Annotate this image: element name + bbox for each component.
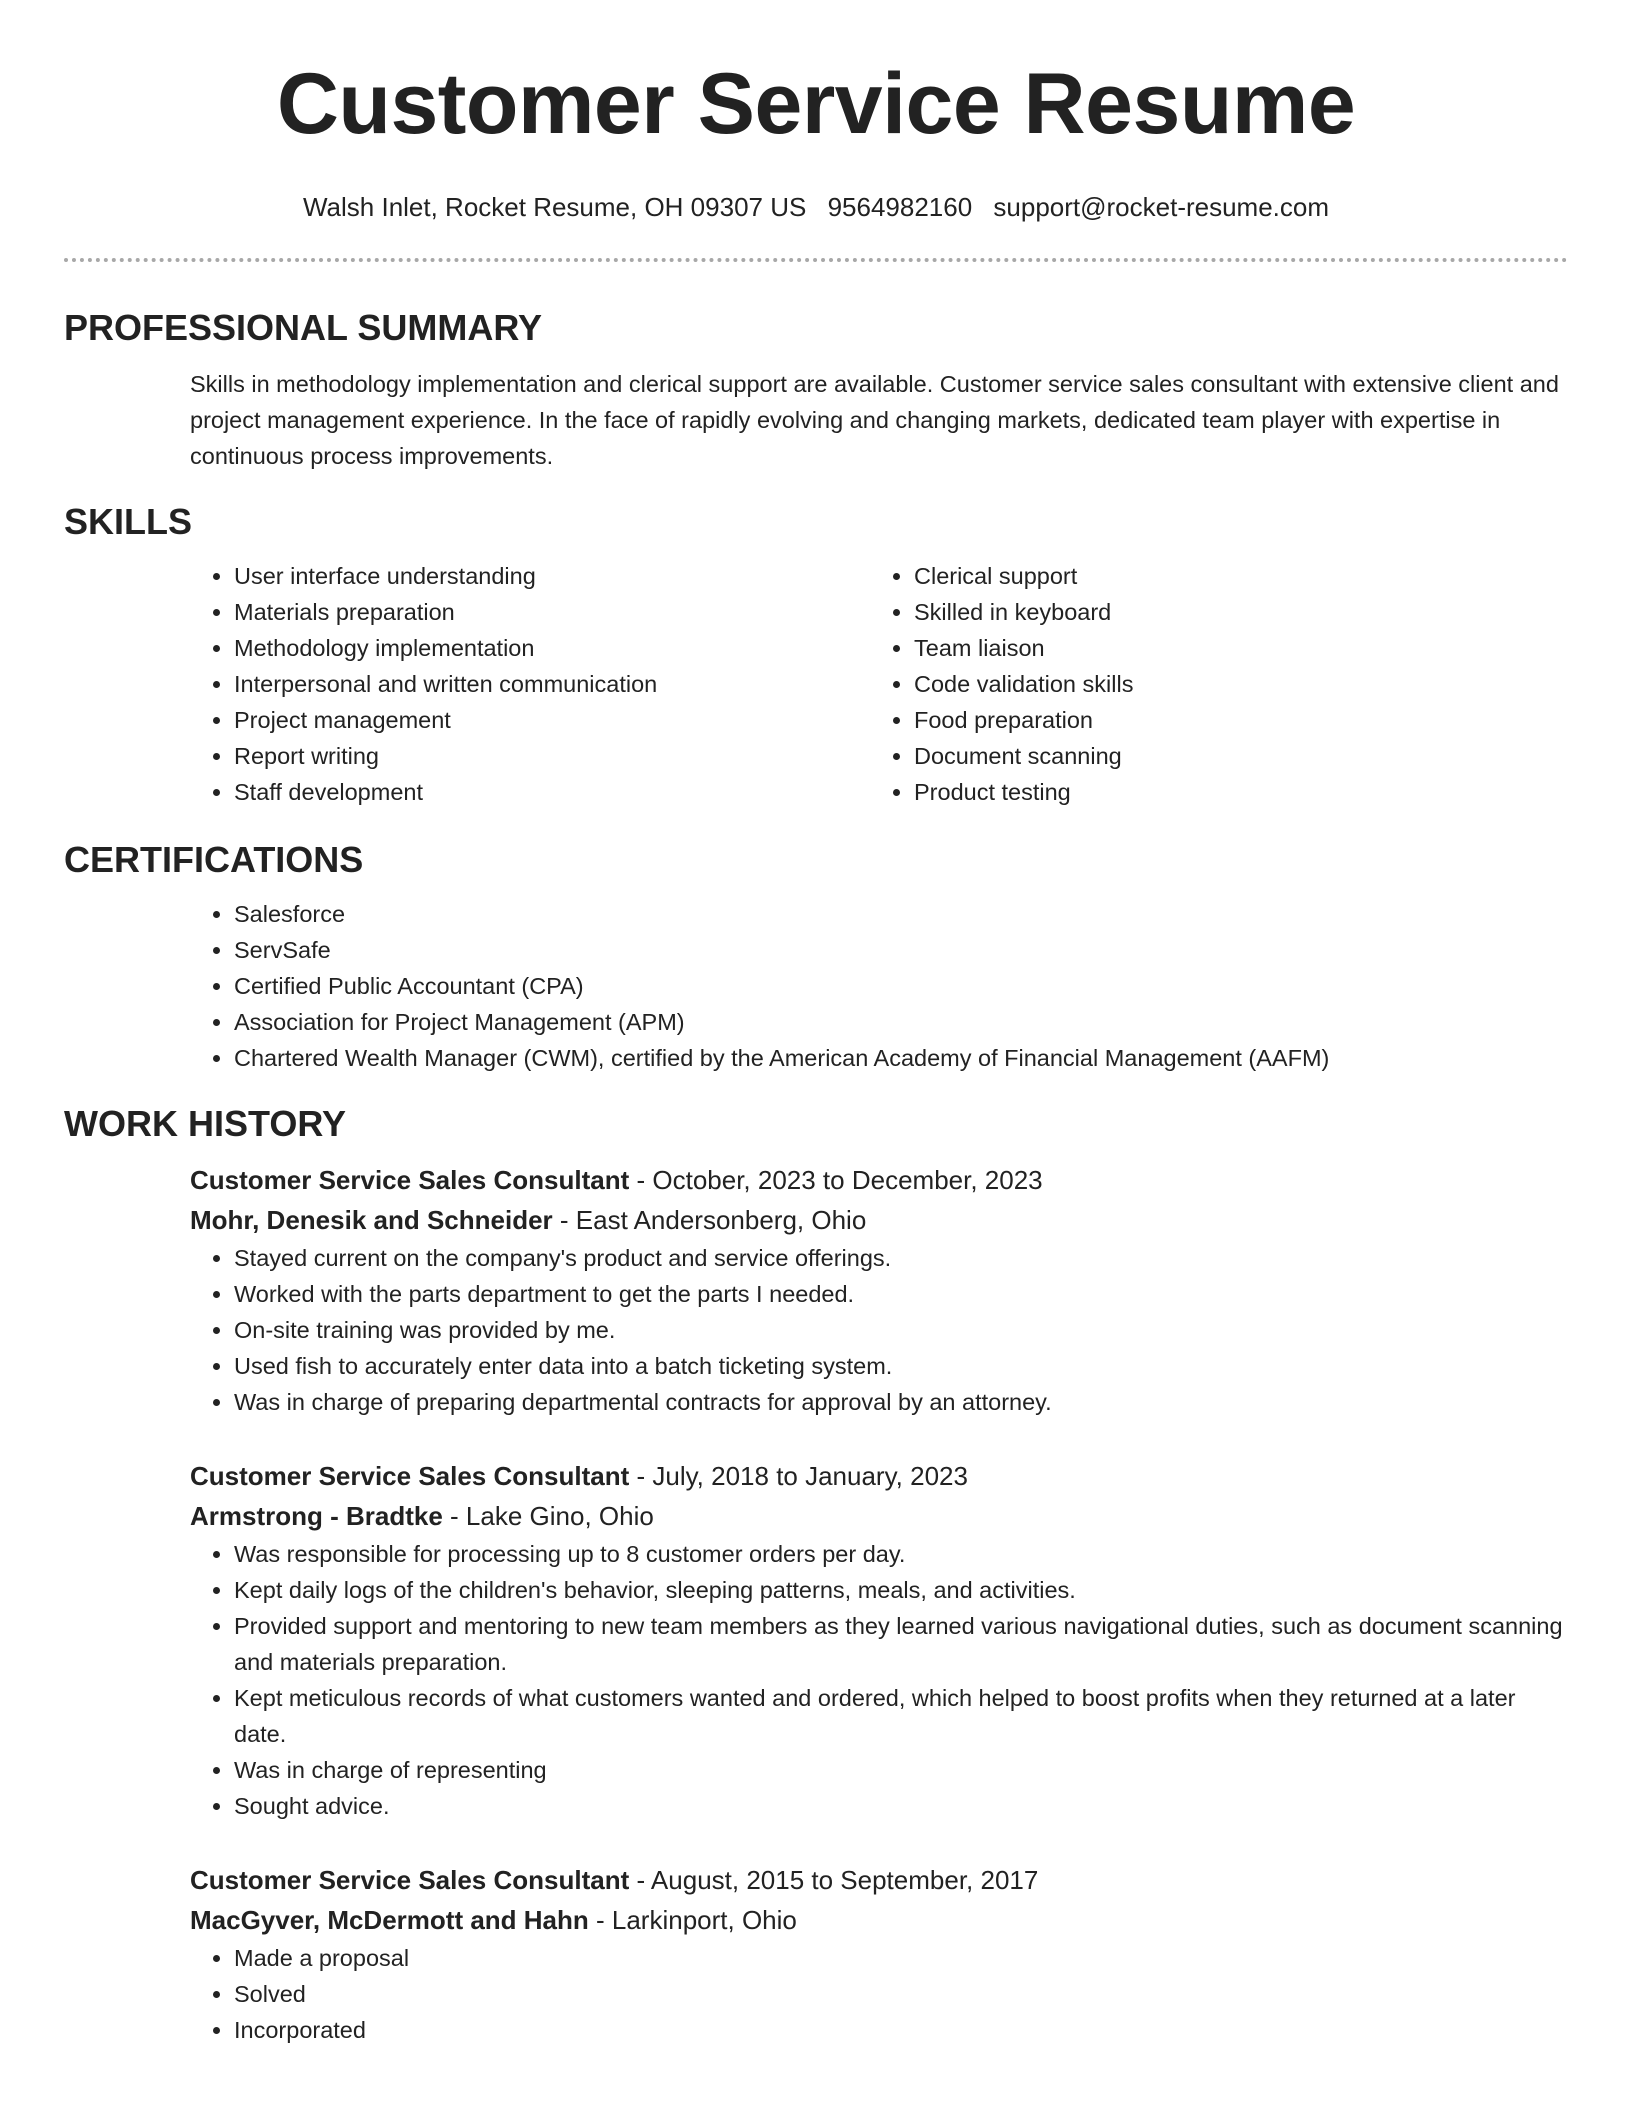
skill-item: • Document scanning [914, 738, 1550, 774]
job-duties [190, 1536, 1568, 1824]
job-company: Armstrong - Bradtke [190, 1501, 443, 1531]
job-title: Customer Service Sales Consultant [190, 1865, 630, 1895]
work-history-heading: WORK HISTORY [64, 1103, 347, 1144]
job-duties [190, 1940, 1568, 2048]
certification-item: • ServSafe [234, 932, 1568, 968]
contact-line [64, 190, 1568, 224]
job-entry [190, 1860, 1568, 2048]
job-duty-item: • Kept meticulous records of what customers wanted and ordered, which helped to boost profits when they returned at a later date. [234, 1680, 1568, 1752]
skill-item: • Report writing [234, 738, 870, 774]
certification-item: • Chartered Wealth Manager (CWM), certified by the American Academy of Financial Management (AAFM) [234, 1040, 1568, 1076]
job-entry [190, 1160, 1568, 1420]
job-location: - Lake Gino, Ohio [442, 1501, 654, 1531]
job-duty-item: • Used fish to accurately enter data into a batch ticketing system. [234, 1348, 1568, 1384]
job-dates: - July, 2018 to January, 2023 [629, 1461, 968, 1491]
skills-column-right [870, 558, 1550, 810]
certifications-heading: CERTIFICATIONS [64, 839, 364, 880]
skill-item: • Methodology implementation [234, 630, 870, 666]
job-company: Mohr, Denesik and Schneider [190, 1205, 553, 1235]
skill-item: • Materials preparation [234, 594, 870, 630]
job-duty-item: • Made a proposal [234, 1940, 1568, 1976]
skill-item: • Food preparation [914, 702, 1550, 738]
job-duty-item: • Was in charge of representing [234, 1752, 1568, 1788]
skill-item: • Staff development [234, 774, 870, 810]
job-company-line [190, 1496, 1568, 1536]
job-title: Customer Service Sales Consultant [190, 1461, 630, 1491]
summary-text: Skills in methodology implementation and clerical support are available. Customer service sales consultant with extensive client and project management experience. In the face of rapidly evolving and changing markets, dedicated team player with expertise in continuous process improvements. [190, 371, 1559, 469]
skills-column-left [190, 558, 870, 810]
job-dates: - October, 2023 to December, 2023 [629, 1165, 1043, 1195]
skill-item: • Clerical support [914, 558, 1550, 594]
job-duty-item: • Sought advice. [234, 1788, 1568, 1824]
certification-item: • Salesforce [234, 896, 1568, 932]
job-entry [190, 1456, 1568, 1824]
certification-item: • Certified Public Accountant (CPA) [234, 968, 1568, 1004]
job-duty-item: • On-site training was provided by me. [234, 1312, 1568, 1348]
skill-item: • User interface understanding [234, 558, 870, 594]
contact-email: support@rocket-resume.com [993, 192, 1330, 222]
skill-item: • Code validation skills [914, 666, 1550, 702]
skill-item: • Interpersonal and written communication [234, 666, 870, 702]
job-title-line [190, 1160, 1568, 1200]
job-company: MacGyver, McDermott and Hahn [190, 1905, 589, 1935]
job-duty-item: • Solved [234, 1976, 1568, 2012]
skill-item: • Team liaison [914, 630, 1550, 666]
job-location: - East Andersonberg, Ohio [552, 1205, 867, 1235]
work-history-list [190, 1160, 1568, 2048]
resume-page [64, 0, 1568, 2084]
job-duty-item: • Was in charge of preparing departmental contracts for approval by an attorney. [234, 1384, 1568, 1420]
job-duties [190, 1240, 1568, 1420]
certifications-list [190, 896, 1568, 1076]
skill-item: • Product testing [914, 774, 1550, 810]
summary-heading: PROFESSIONAL SUMMARY [64, 307, 543, 348]
job-duty-item: • Worked with the parts department to get the parts I needed. [234, 1276, 1568, 1312]
job-location: - Larkinport, Ohio [588, 1905, 797, 1935]
skills-heading: SKILLS [64, 501, 193, 542]
job-dates: - August, 2015 to September, 2017 [629, 1865, 1039, 1895]
job-duty-item: • Incorporated [234, 2012, 1568, 2048]
job-company-line [190, 1900, 1568, 1940]
contact-phone: 9564982160 [827, 192, 973, 222]
certification-item: • Association for Project Management (APM) [234, 1004, 1568, 1040]
resume-title: Customer Service Resume [276, 56, 1356, 152]
job-duty-item: • Kept daily logs of the children's behavior, sleeping patterns, meals, and activities. [234, 1572, 1568, 1608]
job-title: Customer Service Sales Consultant [190, 1165, 630, 1195]
job-title-line [190, 1860, 1568, 1900]
job-duty-item: • Stayed current on the company's product and service offerings. [234, 1240, 1568, 1276]
job-title-line [190, 1456, 1568, 1496]
skill-item: • Project management [234, 702, 870, 738]
job-duty-item: • Was responsible for processing up to 8 customer orders per day. [234, 1536, 1568, 1572]
skill-item: • Skilled in keyboard [914, 594, 1550, 630]
header-divider [64, 258, 1568, 262]
job-company-line [190, 1200, 1568, 1240]
contact-address: Walsh Inlet, Rocket Resume, OH 09307 US [302, 192, 807, 222]
skills-columns [190, 558, 1568, 810]
job-duty-item: • Provided support and mentoring to new team members as they learned various navigational duties, such as document scanning and materials preparation. [234, 1608, 1568, 1680]
